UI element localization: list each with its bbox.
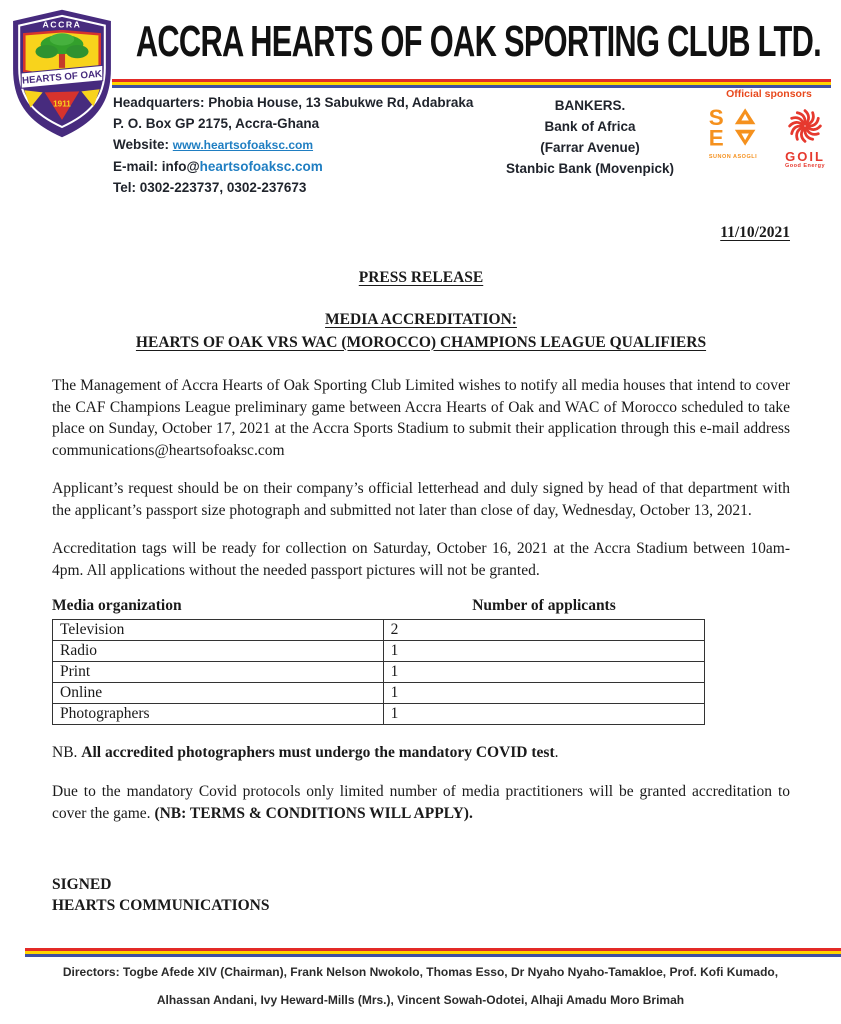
signed-by: HEARTS COMMUNICATIONS [52,896,270,914]
nb-prefix: NB. [52,743,82,761]
banker-line: (Farrar Avenue) [540,140,640,155]
count-cell: 1 [383,703,704,724]
column-header-media-organization: Media organization [52,597,182,614]
press-release-heading: PRESS RELEASE [358,268,484,286]
terms-conditions-bold: (NB: TERMS & CONDITIONS WILL APPLY). [154,804,473,822]
applicants-table [52,619,705,725]
goil-logo [774,106,836,169]
nb-note [52,742,790,764]
sponsors-label: Official sponsors [726,88,812,100]
signature-block [52,875,790,916]
tel-line: Tel: 0302-223737, 0302-237673 [113,180,307,195]
directors-line-2: Alhassan Andani, Ivy Heward-Mills (Mrs.), Vincent Sowah-Odotei, Alhaji Amadu Moro Brimah [156,993,685,1007]
count-cell: 1 [383,661,704,682]
letterhead [0,0,841,202]
media-accreditation-heading: MEDIA ACCREDITATION: [325,311,517,328]
svg-text:S: S [708,106,724,131]
crest-year-text: 1911 [53,99,71,109]
directors-line-1: Directors: Togbe Afede XIV (Chairman), Frank Nelson Nwokolo, Thomas Esso, Dr Nyaho Nyaho-Tamakloe, Prof. Kofi Kumado, [62,965,779,979]
table-row [53,703,705,724]
column-header-number-of-applicants: Number of applicants [472,597,616,614]
header-tricolor-stripe [112,79,831,88]
covid-note [52,781,790,824]
table-row [53,619,705,640]
email-line [113,156,473,177]
nb-bold-text: All accredited photographers must undergo the mandatory COVID test [81,743,555,761]
sponsors-block [700,88,838,169]
table-row [53,682,705,703]
paragraph-applicant-request: Applicant’s request should be on their company’s official letterhead and duly signed by head of that department with the applicant’s passport size photograph and submitted not later than close of day, Wednesday, October 13, 2021. [52,480,790,519]
website-line [113,134,473,156]
org-cell: Online [53,682,384,703]
club-name-title: ACCRA HEARTS OF OAK SPORTING CLUB LTD. [135,17,821,66]
crest-banner-text: HEARTS OF OAK [21,68,103,87]
table-row [53,640,705,661]
count-cell: 1 [383,682,704,703]
paragraph-collection: Accreditation tags will be ready for collection on Saturday, October 16, 2021 at the Accra Stadium between 10am-4pm. All applications without the needed passport pictures will not be granted. [52,540,790,579]
crest-top-text: ACCRA [42,19,82,30]
bankers-block [480,95,700,179]
document-body [52,222,790,916]
footer-tricolor-stripe [25,948,841,957]
website-label: Website: [113,137,173,152]
banker-line: Stanbic Bank (Movenpick) [505,161,675,176]
club-crest-logo [9,7,115,141]
contact-block [113,92,473,198]
table-row [53,661,705,682]
goil-wordmark: GOIL [785,149,825,164]
nb-suffix: . [554,743,559,761]
sunon-asogli-icon [705,106,761,148]
sunon-asogli-caption: SUNON ASOGLI [708,154,758,160]
banker-line: Bank of Africa [544,119,636,134]
email-link[interactable]: heartsofoaksc.com [199,159,323,174]
org-cell: Print [53,661,384,682]
match-heading: HEARTS OF OAK VRS WAC (MOROCCO) CHAMPIONS LEAGUE QUALIFIERS [135,333,707,351]
email-label: E-mail: [113,159,162,174]
po-box-line: P. O. Box GP 2175, Accra-Ghana [113,116,320,131]
count-cell: 2 [383,619,704,640]
paragraph-notice: The Management of Accra Hearts of Oak Sporting Club Limited wishes to notify all media houses that intend to cover the CAF Champions League preliminary game between Accra Hearts of Oak and WAC of Morocco scheduled to take place on Sunday, October 17, 2021 at the Accra Sports Stadium to submit their application through this e-mail address communications@heartsofoaksc.com [52,377,790,459]
headquarters-line: Headquarters: Phobia House, 13 Sabukwe Rd, Adabraka [113,95,474,110]
count-cell: 1 [383,640,704,661]
bankers-label: BANKERS. [554,98,626,113]
covid-text: Due to the mandatory Covid protocols only limited number of media practitioners will be granted accreditation to cover the game. [52,783,790,822]
website-link[interactable]: www.heartsofoaksc.com [172,138,314,152]
org-cell: Radio [53,640,384,661]
table-headers [52,595,790,617]
email-prefix: info@ [161,159,200,174]
date: 11/10/2021 [720,224,790,241]
goil-swirl-icon [783,106,827,146]
org-cell: Television [53,619,384,640]
org-cell: Photographers [53,703,384,724]
svg-text:E: E [708,125,724,148]
sunon-asogli-logo [702,106,764,160]
signed-label: SIGNED [52,876,112,893]
goil-caption: Good Energy [784,163,826,169]
